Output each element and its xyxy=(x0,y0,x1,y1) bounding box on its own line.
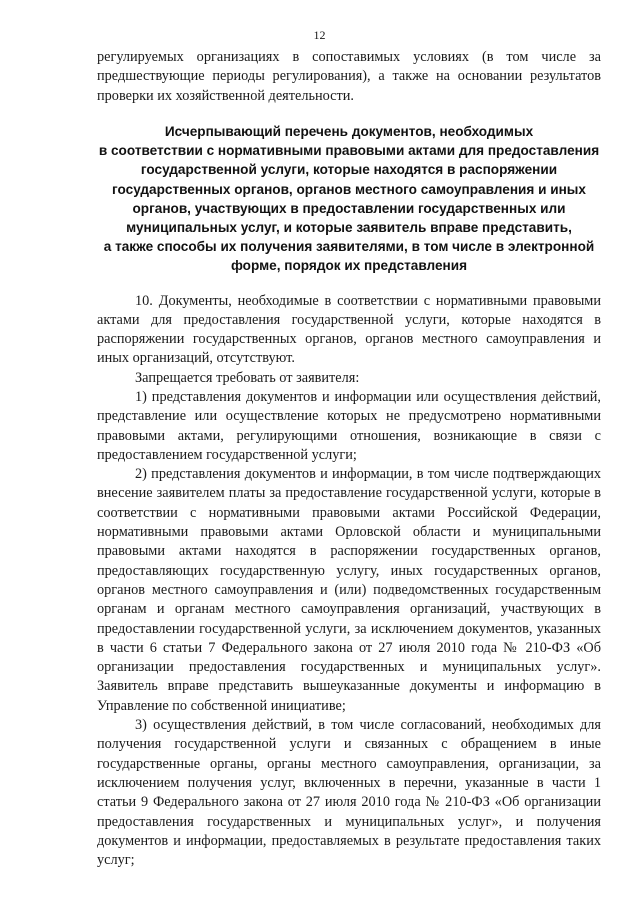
heading-line: а также способы их получения заявителями, в том числе в электронной xyxy=(103,239,595,255)
section-heading xyxy=(97,122,601,276)
paragraph-subitem-3: 3) осуществления действий, в том числе согласований, необходимых для получения государственной услуги и связанных с обращением в иные государственные органы, органы местного самоуправления, организации, за исключением получения услуг, включенных в перечни, указанные в части 1 статьи 9 Федерального закона от 27 июля 2010 года № 210-ФЗ «Об организации предоставления государственных и муниципальных услуг», и получения документов и информации, предоставляемых в результате предоставления таких услуг; xyxy=(97,717,601,869)
heading-line: государственной услуги, которые находятся в распоряжении xyxy=(140,162,558,178)
paragraph-subitem-2: 2) представления документов и информации, в том числе подтверждающих внесение заявителем платы за предоставление государственной услуги, которые в соответствии с нормативными правовыми актами Российской Федерации, нормативными правовыми актами Орловской области и муниципальными правовыми актами находятся в распоряжении государственных органов, предоставляющих государственную услугу, иных государственных органов, органов местного самоуправления и (или) подведомственных государственным органам и органам местного самоуправления организаций, участвующих в предоставлении государственной услуги, за исключением документов, указанных в части 6 статьи 7 Федерального закона от 27 июля 2010 года № 210-ФЗ «Об организации предоставления государственных и муниципальных услуг». Заявитель вправе представить вышеуказанные документы и информацию в Управление по собственной инициативе; xyxy=(97,466,601,714)
page-number: 12 xyxy=(313,28,326,42)
heading-line: форме, порядок их представления xyxy=(230,258,468,274)
paragraph-subitem-1: 1) представления документов и информации или осуществления действий, представление или осуществление которых не предусмотрено нормативными правовыми актами, регулирующими отношения, возникающие в связи с предоставлением государственной услуги; xyxy=(97,389,601,463)
heading-line: Исчерпывающий перечень документов, необходимых xyxy=(164,123,534,139)
heading-line: в соответствии с нормативными правовыми актами для предоставления xyxy=(98,143,600,159)
intro-paragraph: регулируемых организациях в сопоставимых условиях (в том числе за предшествующие периоды регулирования), а также на основании результатов проверки их хозяйственной деятельности. xyxy=(97,49,601,104)
heading-line: органов, участвующих в предоставлении государственных или xyxy=(132,200,566,216)
heading-line: государственных органов, органов местного самоуправления и иных xyxy=(112,181,586,197)
heading-line: муниципальных услуг, и которые заявитель вправе представить, xyxy=(126,219,572,235)
paragraph-item-10: 10. Документы, необходимые в соответствии с нормативными правовыми актами для предоставления государственной услуги, которые находятся в распоряжении государственных органов, органов местного самоуправления и иных организаций, отсутствуют. xyxy=(97,292,601,367)
paragraph-prohibition-intro: Запрещается требовать от заявителя: xyxy=(135,369,360,386)
document-body xyxy=(97,48,601,870)
